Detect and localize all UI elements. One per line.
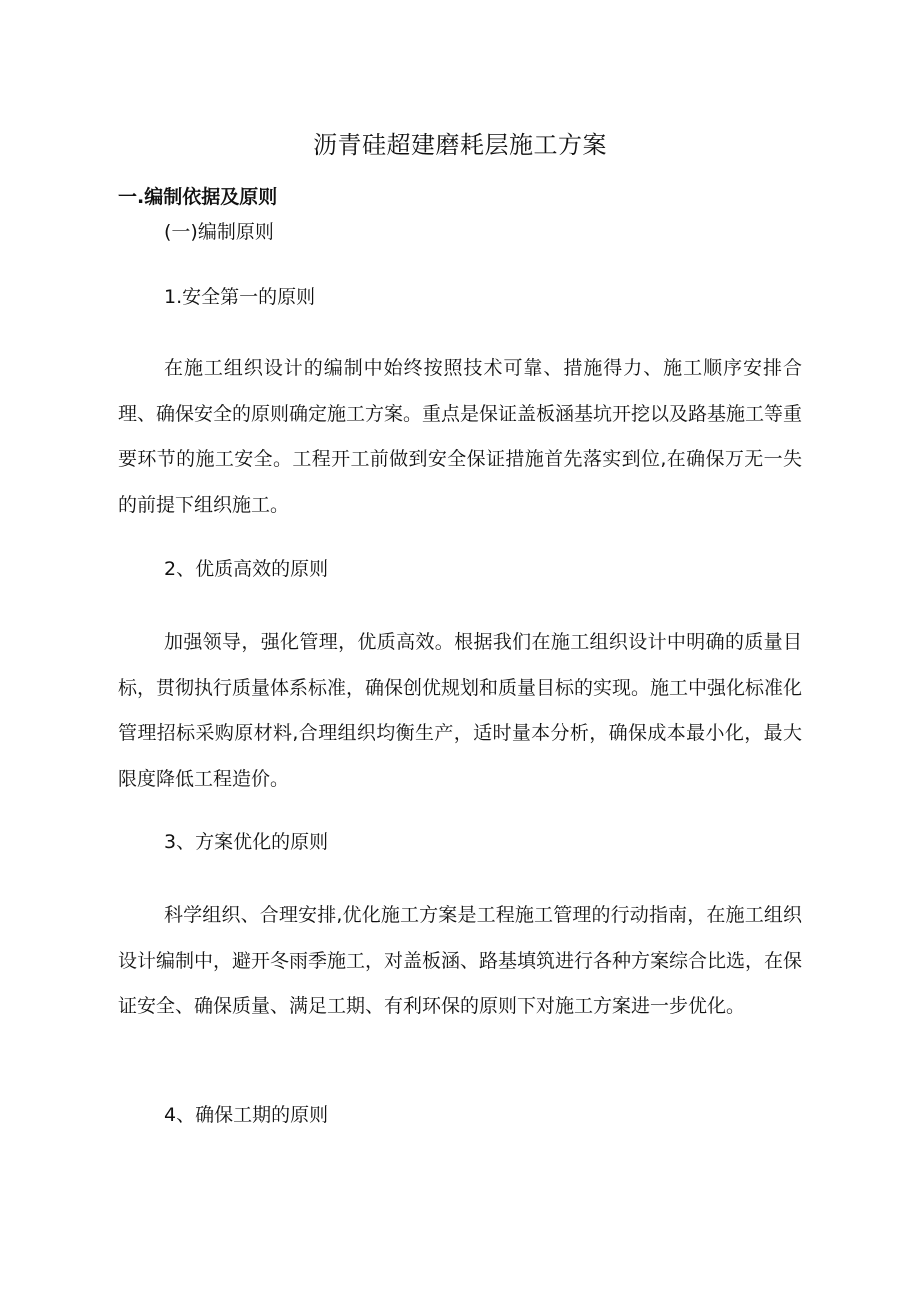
item-4-heading: 4、确保工期的原则 [164,1104,329,1126]
item-2-heading: 2、优质高效的原则 [164,558,329,580]
section-heading: 一.编制依据及原则 [118,186,278,208]
item-1-heading: 1.安全第一的原则 [164,286,316,308]
item-2-body: 加强领导，强化管理，优质高效。根据我们在施工组织设计中明确的质量目标，贯彻执行质量体系标准，确保创优规划和质量目标的实现。施工中强化标准化管理招标采购原材料,合理组织均衡生产，适时量本分析，确保成本最小化，最大限度降低工程造价。 [118,631,803,790]
subheading: (一)编制原则 [164,221,274,243]
item-1-body: 在施工组织设计的编制中始终按照技术可靠、措施得力、施工顺序安排合理、确保安全的原则确定施工方案。重点是保证盖板涵基坑开挖以及路基施工等重要环节的施工安全。工程开工前做到安全保证措施首先落实到位,在确保万无一失的前提下组织施工。 [118,357,803,516]
document-title: 沥青硅超建磨耗层施工方案 [313,131,607,159]
item-3-body: 科学组织、合理安排,优化施工方案是工程施工管理的行动指南，在施工组织设计编制中，避开冬雨季施工，对盖板涵、路基填筑进行各种方案综合比选，在保证安全、确保质量、满足工期、有利环保的原则下对施工方案进一步优化。 [118,904,803,1017]
item-3-heading: 3、方案优化的原则 [164,831,329,853]
